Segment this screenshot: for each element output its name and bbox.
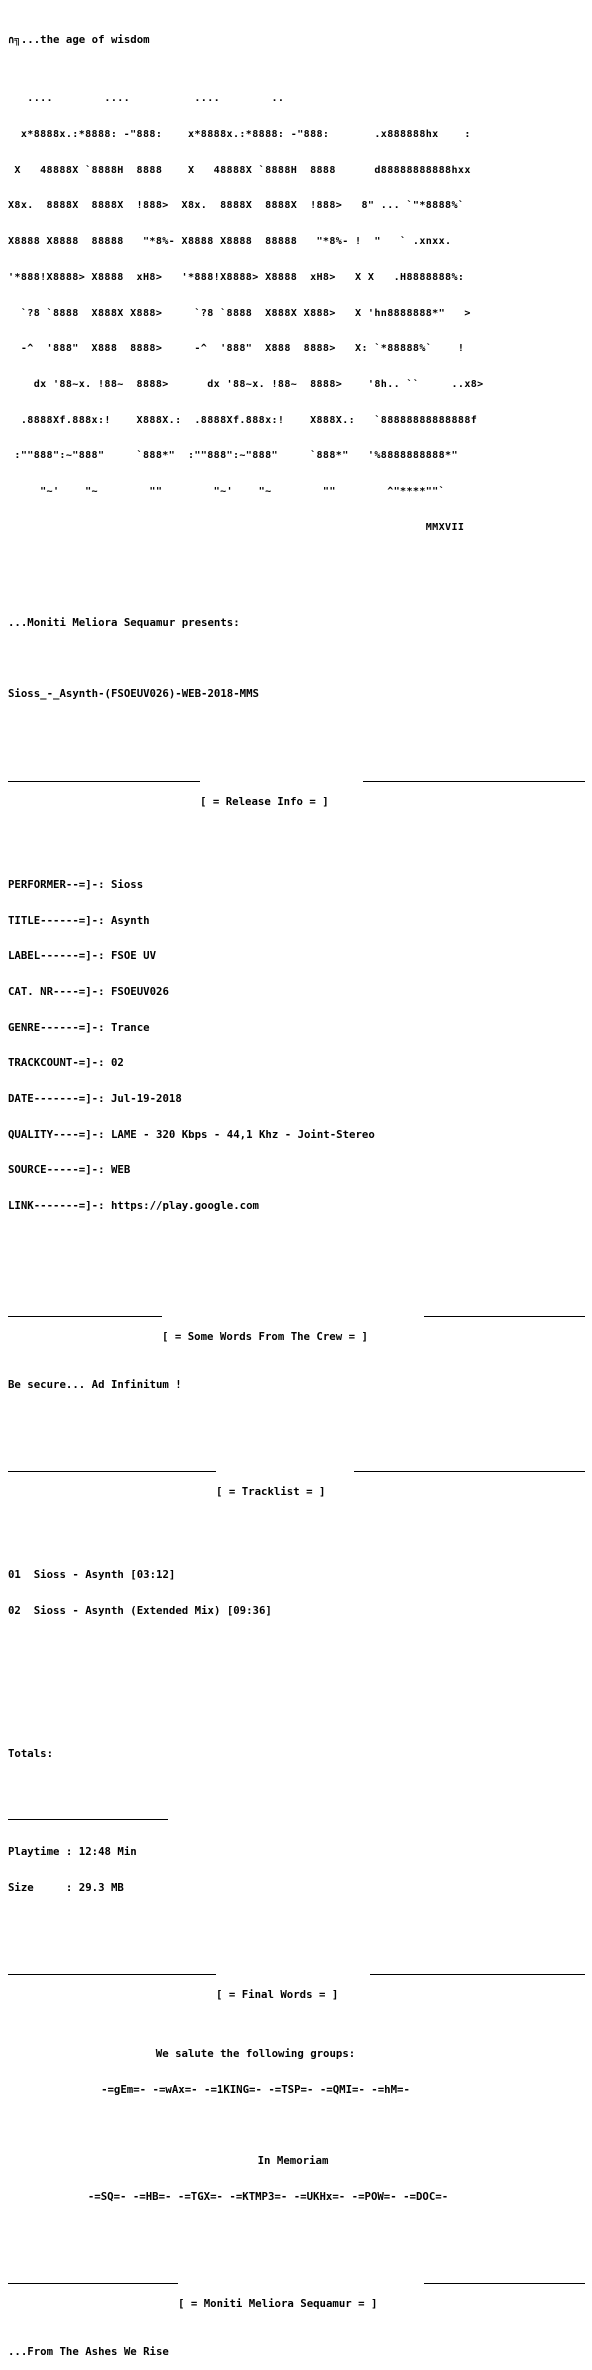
- track-length: [09:36]: [226, 1603, 272, 1617]
- info-row: [8, 986, 588, 998]
- info-value: Sioss: [110, 877, 144, 891]
- info-value: LAME - 320 Kbps - 44,1 Khz - Joint-Stereo: [110, 1127, 375, 1141]
- size-label: Size :: [8, 1880, 73, 1894]
- logo-art-line: X8888 X8888 88888 "*8%- X8888 X8888 88888 "*8%- ! " ` .xnxx.: [8, 236, 452, 248]
- divider: [8, 1974, 216, 1975]
- section-title: [ = Tracklist = ]: [216, 1484, 326, 1498]
- info-row: [8, 879, 588, 891]
- track-length: [03:12]: [130, 1568, 176, 1582]
- divider: [8, 1316, 162, 1317]
- info-label: SOURCE-----=]-:: [8, 1163, 105, 1177]
- info-value: Trance: [110, 1020, 150, 1034]
- logo-art-line: :""888":~"888" `888*" :""888":~"888" `888*" '%8888888888*": [8, 450, 458, 462]
- track-number: 02: [8, 1603, 21, 1617]
- presents-line: ...Moniti Meliora Sequamur presents:: [8, 615, 240, 629]
- playtime-value: 12:48 Min: [78, 1844, 137, 1858]
- divider: [8, 2283, 178, 2284]
- logo-art-line: .8888Xf.888x:! X888X.: .8888Xf.888x:! X888X.: `88888888888888f: [8, 414, 478, 426]
- track-number: 01: [8, 1568, 21, 1582]
- track-title: Asynth: [85, 1568, 124, 1582]
- divider: [8, 781, 200, 782]
- info-label: QUALITY----=]-:: [8, 1127, 105, 1141]
- info-label: TRACKCOUNT-=]-:: [8, 1056, 105, 1070]
- size-row: [8, 1882, 588, 1894]
- logo-art-line: '*888!X8888> X8888 xH8> '*888!X8888> X8888 xH8> X X .H8888888%:: [8, 271, 465, 283]
- playtime-label: Playtime :: [8, 1844, 73, 1858]
- info-label: LABEL------=]-:: [8, 949, 105, 963]
- track-artist: Sioss: [33, 1568, 66, 1582]
- logo-art-line: x*8888x.:*8888: -"888: x*8888x.:*8888: -"888: .x888888hx :: [8, 129, 471, 141]
- section-title: [ = Final Words = ]: [216, 1987, 339, 2001]
- divider: [8, 1819, 168, 1820]
- tracklist: [8, 1545, 588, 1640]
- logo-art-line: X 48888X `8888H 8888 X 48888X `8888H 8888 d88888888888hxx: [8, 164, 471, 176]
- memoriam-heading: In Memoriam: [257, 2154, 329, 2168]
- info-label: LINK-------=]-:: [8, 1199, 105, 1213]
- divider: [424, 2283, 585, 2284]
- nfo-document: [8, 10, 588, 2370]
- info-row: [8, 1129, 588, 1141]
- crew-message: Be secure... Ad Infinitum !: [8, 1377, 182, 1391]
- divider: [354, 1471, 585, 1472]
- info-label: PERFORMER--=]-:: [8, 877, 105, 891]
- info-row: [8, 1164, 588, 1176]
- release-name: Sioss_-_Asynth-(FSOEUV026)-WEB-2018-MMS: [8, 687, 259, 701]
- info-value: https://play.google.com: [110, 1199, 259, 1213]
- info-row: [8, 915, 588, 927]
- info-value: 02: [110, 1056, 124, 1070]
- crew-words-header: [8, 1307, 588, 1344]
- logo-art-line: .... .... .... ..: [8, 93, 285, 105]
- logo-art-line: X8x. 8888X 8888X !888> X8x. 8888X 8888X !888> 8" ... `"*8888%`: [8, 200, 465, 212]
- track-title: Asynth (Extended Mix): [85, 1603, 221, 1617]
- divider: [424, 1316, 585, 1317]
- track-row: 01 Sioss - Asynth [03:12]: [8, 1568, 176, 1582]
- salute-heading: We salute the following groups:: [155, 2047, 356, 2061]
- info-value: FSOE UV: [110, 949, 157, 963]
- info-value: WEB: [110, 1163, 131, 1177]
- divider: [370, 1974, 585, 1975]
- totals-rule: [8, 1819, 588, 1822]
- info-label: DATE-------=]-:: [8, 1092, 105, 1106]
- section-title: [ = Some Words From The Crew = ]: [162, 1330, 368, 1344]
- section-title: [ = Moniti Meliora Sequamur = ]: [178, 2297, 378, 2311]
- size-value: 29.3 MB: [78, 1880, 124, 1894]
- info-label: GENRE------=]-:: [8, 1020, 105, 1034]
- closing-line: ...From The Ashes We Rise: [8, 2344, 169, 2358]
- group-footer-header: [8, 2274, 588, 2311]
- release-info-list: [8, 855, 588, 1236]
- info-row: [8, 1022, 588, 1034]
- logo-art-line: dx '88~x. !88~ 8888> dx '88~x. !88~ 8888> '8h.. `` ..x8>: [8, 378, 484, 390]
- info-row: [8, 1093, 588, 1105]
- tracklist-header: [8, 1462, 588, 1498]
- memoriam-groups: -=SQ=- -=HB=- -=TGX=- -=KTMP3=- -=UKHx=- -=POW=- -=DOC=-: [87, 2190, 449, 2204]
- tagline: ∩╗...the age of wisdom: [8, 32, 150, 46]
- info-value: Jul-19-2018: [110, 1092, 182, 1106]
- info-label: CAT. NR----=]-:: [8, 984, 105, 998]
- info-row: [8, 1200, 588, 1212]
- info-row: [8, 1057, 588, 1069]
- logo-ascii-art: [8, 70, 588, 558]
- release-info-header: [8, 772, 588, 808]
- track-row: 02 Sioss - Asynth (Extended Mix) [09:36]: [8, 1603, 272, 1617]
- track-artist: Sioss: [33, 1603, 66, 1617]
- logo-art-line: `?8 `8888 X888X X888> `?8 `8888 X888X X888> X 'hn8888888*" >: [8, 307, 471, 319]
- logo-art-line: "~' "~ "" "~' "~ "" ^"****""`: [8, 486, 446, 498]
- info-value: Asynth: [110, 913, 150, 927]
- info-label: TITLE------=]-:: [8, 913, 105, 927]
- final-words-header: [8, 1965, 588, 2001]
- salute-groups: -=gEm=- -=wAx=- -=1KING=- -=TSP=- -=QMI=- -=hM=-: [101, 2082, 410, 2096]
- info-row: [8, 950, 588, 962]
- playtime-row: [8, 1846, 588, 1858]
- totals-heading: Totals:: [8, 1746, 54, 1760]
- divider: [8, 1471, 216, 1472]
- info-value: FSOEUV026: [110, 984, 169, 998]
- divider: [363, 781, 585, 782]
- section-title: [ = Release Info = ]: [200, 794, 329, 808]
- logo-art-line: MMXVII: [8, 521, 465, 533]
- logo-art-line: -^ '888" X888 8888> -^ '888" X888 8888> X: `*88888%` !: [8, 343, 465, 355]
